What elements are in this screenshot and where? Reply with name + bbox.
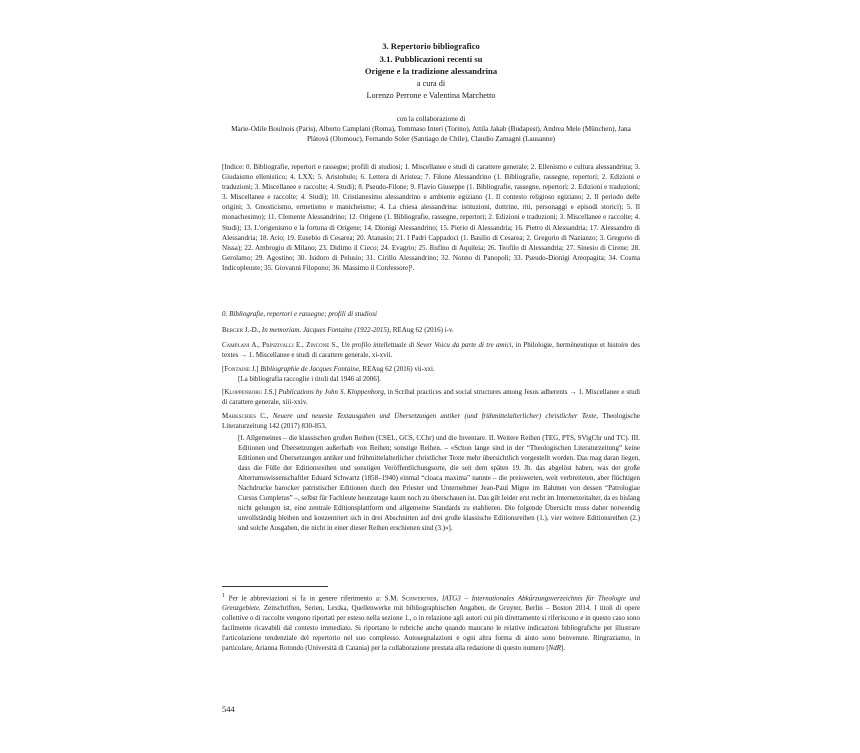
entry-details: REAug 62 (2016) vii-xxi.	[362, 365, 435, 373]
entry-details: in Scribal practices and social structures among Jesus adherents → 1. Miscellanee e studi di carattere generale, xiii-xxiv.	[222, 388, 641, 406]
curators: Lorenzo Perrone e Valentina Marchetto	[366, 91, 496, 100]
footnote-author: Schwertner,	[401, 594, 439, 603]
bib-entry	[222, 387, 640, 407]
entry-title: Un profilo intellettuale di Sever Voicu da parte di tre amici,	[341, 341, 514, 349]
entry-note: [I. Allgemeines – die klassischen großen Reihen (CSEL, GCS, CChr) und die Inventare. II. Weitere Reihen (TEG, PTS, SVigChr und TC). III. Editionen und Übersetzungen außerhalb von Reihen; sonstige Reihen. – «Schon lange sind in der “Theologischen Literaturzeitung” keine Editionen und Übersetzungen antiker und frühmittelalterlicher christlicher Texte mehr übersichtlich vorgestellt worden. Das mag daran liegen, dass die Fülle der Editionsreihen und sonstigen Veröffentlichungsorte, die seit dem späten 19. Jh. das abgelöst haben, was der große Altertumswissenschaftler Eduard Schwartz (1858–1940) einmal “cloaca maxima” nannte – die preiswerten, weit verbreiteten, aber flüchtigen Nachdrucke barocker patristischer Editionen durch den Priester und Unternehmer Jean-Paul Migne im Rahmen von dessen “Patrologiae Cursus Completus” –, selbst für Fachleute heutzutage kaum noch zu überschauen ist. Das gilt leider erst recht im Internetzeitalter, da es bislang nicht gelungen ist, eine zentrale Editionsplattform und allgemeine Standards zu etablieren. Die folgende Übersicht muss daher notwendig unvollständig bleiben und konzentriert sich in drei Abschnitten auf drei große klassische Editionsreihen (1.), vier weitere Editionsreihen (2.) und solche Ausgaben, die nicht in einer dieser Reihen erschienen sind (3.)»].	[238, 434, 640, 532]
section-heading-0: 0. Bibliografie, repertori e rassegne; profili di studiosi	[222, 310, 377, 318]
entry-details: in Philologie, herméneutique et histoire des textes → 1. Miscellanee e studi di carattere generale, xi-xvii.	[222, 341, 640, 359]
collaborator-names: Marie-Odile Boulnois (Paris), Alberto Camplani (Roma), Tommaso Interi (Torino), Attila Jakab (Budapest), Andrea Mele (München), Jana Plátová (Olomouc), Fernando Soler (Santiago de Chile), Claudio Zamagni (Lausanne)	[231, 125, 631, 143]
footnote-lead: Per le abbreviazioni si fa in genere riferimento a: S.M.	[228, 594, 399, 603]
footnote-title: IATG3 – Internationales Abkürzungsverzeichnis für Theologie und Grenzgebiete.	[222, 594, 641, 613]
entry-title: Publications by John S. Kloppenborg,	[278, 388, 386, 396]
entry-author: [Kloppenborg J.S.]	[222, 388, 277, 396]
footnote-rule	[222, 586, 328, 587]
bib-entry	[222, 340, 640, 360]
entry-author: Markschies C.,	[222, 412, 269, 420]
page-number: 544	[222, 704, 235, 714]
index-paragraph: [Indice: 0. Bibliografie, repertori e rassegne; profili di studiosi; 1. Miscellanee e studi di carattere generale; 2. Ellenismo e cultura alessandrina; 3. Giudaismo ellenistico; 4. LXX; 5. Aristobulo; 6. Lettera di Aristea; 7. Filone Alessandrino (1. Bibliografie, rassegne, repertori; 2. Edizioni e traduzioni; 3. Miscellanee e raccolte; 4. Studi); 8. Pseudo-Filone; 9. Flavio Giuseppe (1. Bibliografie, rassegne, repertori; 2. Edizioni e traduzioni; 3. Miscellanee e raccolte; 4. Studi); 10. Cristianesimo alessandrino e ambiente egiziano (1. Il contesto religioso egiziano; 2. Il periodo delle origini; 3. Gnosticismo, ermetismo e manicheismo; 4. La chiesa alessandrina: istituzioni, dottrine, riti, personaggi e episodi storici); 5. Il monachesimo); 11. Clemente Alessandrino; 12. Origene (1. Bibliografie, rassegne, repertori; 2. Edizioni e traduzioni; 3. Miscellanee e raccolte; 4. Studi); 13. L'origenismo e la fortuna di Origene; 14. Dionigi Alessandrino; 15. Pierio di Alessandria; 16. Pietro di Alessandria; 17. Alessandro di Alessandria; 18. Ario; 19. Eusebio di Cesarea; 20. Atanasio; 21. I Padri Cappadoci (1. Basilio di Cesarea; 2. Gregorio di Nazianzo; 3. Gregorio di Nissa); 22. Ambrogio di Milano; 23. Didimo il Cieco; 24. Evagrio; 25. Rufino di Aquileia; 26. Teofilo di Alessandria; 27. Sinesio di Cirene; 28. Gerolamo; 29. Agostino; 30. Isidoro di Pelusio; 31. Cirillo Alessandrino; 32. Nonno di Panopoli; 33. Pseudo-Dionigi Areopagita; 34. Cosma Indicopleuste; 35. Giovanni Filopono; 36. Massimo il Confessore]¹.	[222, 163, 640, 272]
footnote-body: Zeitschriften, Serien, Lexika, Quellenwerke mit bibliographischen Angaben, de Gruyter, Berlin – Boston 2014. I titoli di opere collettive o di raccolte vengono riportati per esteso nella sezione 1., o in relazione agli autori cui più direttamente si riferiscono e in questo caso sono facilmente ricavabili dal contesto immediato. Si riportano le rubriche anche quando mancano le relative indicazioni bibliografiche per illustrare l'articolazione tendenziale del repertorio nel suo complesso. Autosegnalazioni e ogni altra forma di aiuto sono benvenute. Ringraziamo, in particolare, Arianna Rotondo (Università di Catania) per la collaborazione prestata alla redazione di questo numero [	[222, 604, 641, 653]
footnote-ndr: NdR	[548, 644, 561, 653]
subsection-title: 3.1. Pubblicazioni recenti su	[379, 53, 483, 64]
subsection-subtitle: Origene e la tradizione alessandrina	[364, 66, 498, 76]
curator-label: a cura di	[416, 78, 446, 88]
entry-details: REAug 62 (2016) i-v.	[392, 326, 454, 334]
entry-title: Neuere und neueste Textausgaben und Übersetzungen antiker (und frühmittelalterlicher) christlicher Texte,	[272, 412, 599, 420]
bib-entry	[222, 364, 640, 374]
entry-title: In memoriam. Jacques Fontaine (1922-2015),	[261, 326, 392, 334]
entry-author: Camplani A., Prinzivalli E., Zincone S.,	[222, 341, 339, 349]
section-title: 3. Repertorio bibliografico	[382, 41, 480, 51]
collaboration-label: con la collaborazione di	[396, 115, 466, 123]
entry-note: [La bibliografia raccoglie i titoli dal 1946 al 2006].	[238, 375, 381, 383]
entry-title: Bibliographie de Jacques Fontaine,	[260, 365, 361, 373]
footnote	[222, 591, 640, 653]
entry-details: Theologische Literaturzeitung 142 (2017) 830-853.	[222, 412, 640, 430]
bib-entry	[222, 325, 640, 335]
collaborators-block	[222, 114, 640, 144]
entry-author: [Fontaine J.]	[222, 365, 259, 373]
footnote-mark: 1	[222, 593, 225, 599]
footnote-end: ].	[561, 644, 566, 653]
title-block	[222, 40, 640, 103]
entry-author: Berger J.-D.,	[222, 326, 261, 334]
bib-entry	[222, 411, 640, 431]
